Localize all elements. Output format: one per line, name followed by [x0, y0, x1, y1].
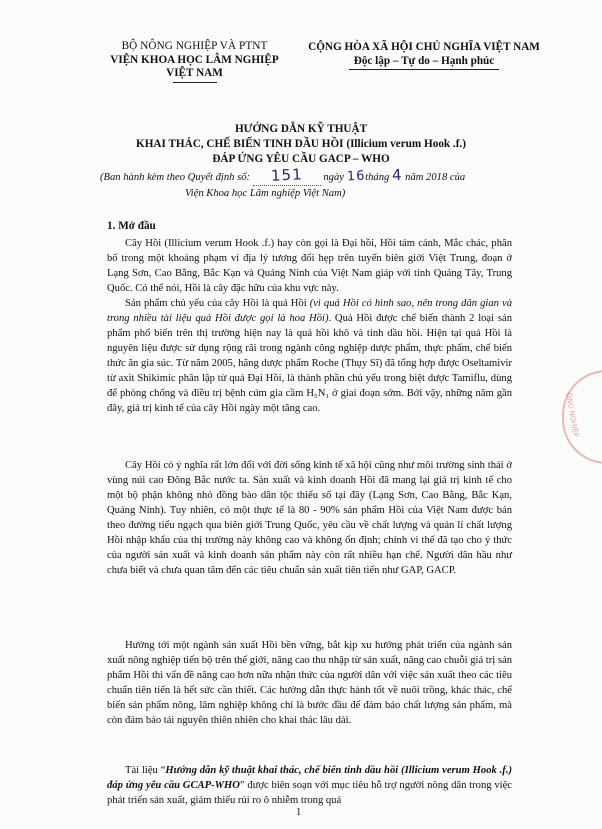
paragraph-5	[107, 763, 512, 808]
handwritten-decision-number: 151	[270, 165, 303, 185]
red-seal-stamp	[562, 370, 602, 464]
institute-name: VIỆN KHOA HỌC LÂM NGHIỆP	[110, 53, 279, 66]
issuance-year: năm 2018 của	[405, 172, 466, 183]
doc-title-line1: HƯỚNG DẪN KỸ THUẬT	[234, 123, 368, 135]
country-name: CỘNG HÒA XÃ HỘI CHỦ NGHĨA VIỆT NAM	[308, 41, 540, 53]
paragraph-1	[107, 236, 512, 296]
paragraph-1-text: Cây Hồi (Illicium verum Hook .f.) hay còn gọi là Đại hồi, Hồi tám cánh, Mắc chác, phân bố trong một khoảng phạm vi địa lý tương đối hẹp trên tuyến biên giới Việt Trung, đoạn ở Lạng Sơn, Cao Bằng, Bắc Kạn và Quảng Ninh của Việt Nam giáp với tỉnh Quảng Tây, Trung Quốc. Có thể nói, Hồi là cây đặc hữu của khu vực này.	[107, 238, 512, 294]
paragraph-2	[107, 296, 512, 416]
doc-title-line3: ĐÁP ỨNG YÊU CẦU GACP – WHO	[212, 153, 390, 165]
paragraph-2-start: Sản phẩm chủ yếu của cây Hồi là quả Hồi	[125, 298, 310, 309]
issuance-note-line2: Viện Khoa học Lâm nghiệp Việt Nam)	[185, 188, 346, 199]
issuing-agency-header	[92, 40, 297, 83]
paragraph-2-rest: . Quả Hồi được chế biến thành 2 loại sản phẩm phổ biến trên thị trường hiện nay là quả hồi khô và tinh dầu hồi. Hiện tại quả Hồi là nguyên liệu được sử dụng rộng rãi trong ngành công nghiệp dược phẩm, thực phẩm, chế biến thức ăn gia súc. Từ năm 2005, hãng dược phẩm Roche (Thụy Sĩ) đã tổng hợp được Oseltamivir từ axit Shikimic phân lập từ quả Đại Hồi, là thành phần chủ yếu trong biệt dược Tamiflu, dùng để phòng chống và điều trị bệnh cúm gia cầm H₅N₁ ở giai đoạn sớm. Bởi vậy, những năm gần đây, giá trị kinh tế của cây Hồi ngày một tăng cao.	[107, 313, 513, 414]
section-heading: 1. Mở đầu	[107, 220, 156, 232]
handwritten-day: 16	[346, 168, 366, 185]
doc-title-line2: KHAI THÁC, CHẾ BIẾN TINH DẦU HỒI (Illicium verum Hook .f.)	[136, 138, 466, 150]
issuance-month-label: tháng	[365, 172, 390, 183]
paragraph-4-text: Hướng tới một ngành sản xuất Hồi bền vững, bắt kịp xu hướng phát triển của ngành sản xuất nông nghiệp tiến bộ trên thế giới, nâng cao thu nhập từ sản xuất, nâng cao chuỗi giá trị sản phẩm Hồi thì vấn đề nâng cao hơn nữa nhận thức của người dân với việc sản xuất theo các tiêu chuẩn tiên tiến là hết sức cần thiết. Các hướng dẫn thực hành tốt về nuôi trồng, khác thác, chế biến sản phẩm nông, lâm nghiệp không chỉ là bước đầu để đảm bảo chất lượng sản phẩm, mà còn đảm bảo tái nguyên thiên nhiên cho khai thác lâu dài.	[107, 640, 512, 726]
issuance-prefix: (Ban hành kèm theo Quyết định số:	[100, 172, 251, 183]
national-header	[306, 40, 542, 70]
header-underline	[173, 82, 217, 83]
handwritten-month: 4	[391, 165, 403, 185]
issuance-day-label: ngày	[323, 172, 344, 183]
page-number: 1	[296, 807, 302, 818]
institute-country: VIỆT NAM	[166, 67, 223, 79]
national-motto: Độc lập – Tự do – Hạnh phúc	[353, 55, 495, 67]
paragraph-2-italic-note: (vì quả Hồi có hình sao, nên trong dân gian và trong nhiều tài liệu quả Hồi được gọi là hoa Hồi)	[107, 298, 512, 324]
paragraph-3-text: Cây Hồi có ý nghĩa rất lớn đối với đời sống kinh tế xã hội cũng như môi trường sinh thái ở vùng núi cao Đông Bắc nước ta. Sản xuất và kinh doanh Hồi đã mang lại giá trị kinh tế cho một bộ phận không nhỏ đồng bào dân tộc thiểu số tại đây (Lạng Sơn, Cao Bằng, Bắc Kạn, Quảng Ninh). Tuy nhiên, có một thực tế là 80 - 90% sản phẩm Hồi của Việt Nam được bán theo đường tiểu ngạch qua biên giới Trung Quốc, yêu cầu về chất lượng và quản lí chất lượng Hồi nhập khẩu của thị trường này không cao và không ổn định; chính vì thế đã tạo cho ý thức của người sản xuất và kinh doanh sản phẩm này còn rất nhiều hạn chế. Người dân hầu như chưa biết và chưa quan tâm đến các tiêu chuẩn sản xuất tiên tiến như GAP, GACP.	[107, 460, 512, 576]
issuance-note	[100, 165, 520, 186]
paragraph-5-start: Tài liệu “	[125, 765, 166, 776]
paragraph-5-doc-title: Hướng dẫn kỹ thuật khai thác, chế biến tinh dầu hồi (Illicium verum Hook .f.) đáp ứng yêu cầu GCAP-WHO	[107, 765, 512, 791]
motto-underline	[349, 69, 499, 70]
paragraph-5-rest: ” được biên soạn với mục tiêu hỗ trợ người nông dân trong việc phát triển sản xuất, giảm thiểu rủi ro ô nhiễm trong quá	[107, 780, 512, 806]
paragraph-3	[107, 458, 512, 578]
paragraph-4	[107, 638, 512, 728]
ministry-name: BỘ NÔNG NGHIỆP VÀ PTNT	[121, 40, 268, 52]
stamp-text: ÔNG NGHIỆP	[564, 392, 580, 438]
